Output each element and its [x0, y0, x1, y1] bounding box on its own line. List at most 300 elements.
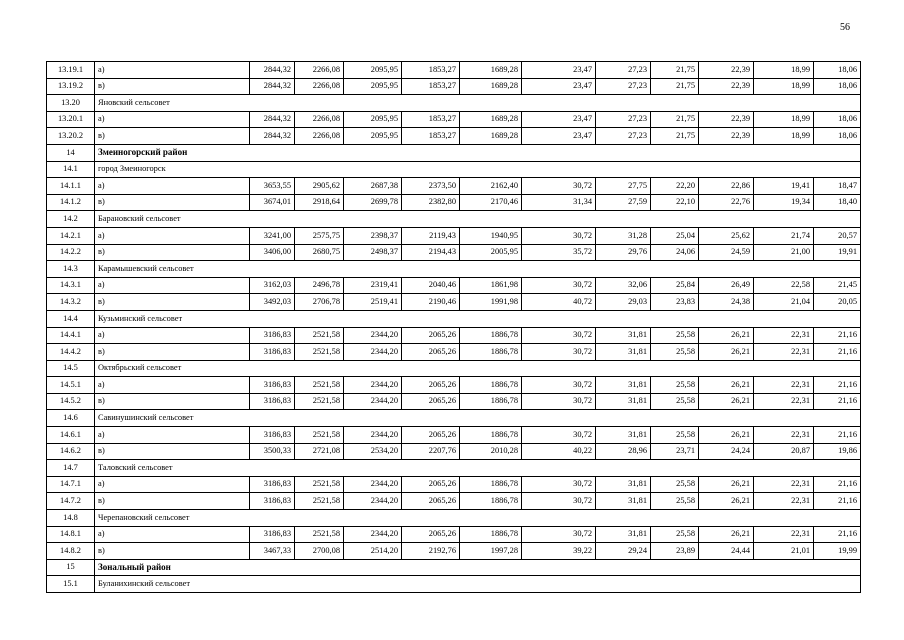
value-cell: 2065,26	[402, 327, 460, 344]
value-cell: 3186,83	[250, 526, 295, 543]
row-option: а)	[95, 476, 250, 493]
row-option: а)	[95, 377, 250, 394]
row-code: 15	[47, 559, 95, 576]
section-title: Яновский сельсовет	[95, 95, 861, 112]
value-cell: 27,75	[596, 178, 651, 195]
section-row	[47, 261, 861, 278]
row-option: в)	[95, 344, 250, 361]
value-cell: 27,23	[596, 111, 651, 128]
table-row	[47, 62, 861, 79]
value-cell: 2521,58	[295, 526, 344, 543]
value-cell: 2496,78	[295, 277, 344, 294]
section-title: Савинушинский сельсовет	[95, 410, 861, 427]
row-code: 14	[47, 144, 95, 161]
value-cell: 21,75	[651, 62, 699, 79]
table-row	[47, 277, 861, 294]
value-cell: 31,81	[596, 377, 651, 394]
tariff-table	[46, 61, 861, 593]
value-cell: 2514,20	[344, 543, 402, 560]
value-cell: 22,39	[699, 111, 754, 128]
value-cell: 2382,80	[402, 194, 460, 211]
row-code: 14.3.2	[47, 294, 95, 311]
value-cell: 27,59	[596, 194, 651, 211]
value-cell: 22,86	[699, 178, 754, 195]
table-row	[47, 128, 861, 145]
value-cell: 22,20	[651, 178, 699, 195]
value-cell: 28,96	[596, 443, 651, 460]
section-row	[47, 460, 861, 477]
value-cell: 21,16	[814, 526, 861, 543]
page-number: 56	[840, 22, 850, 33]
value-cell: 2344,20	[344, 393, 402, 410]
value-cell: 2319,41	[344, 277, 402, 294]
row-code: 14.6.1	[47, 427, 95, 444]
value-cell: 26,21	[699, 493, 754, 510]
table-row	[47, 393, 861, 410]
value-cell: 30,72	[522, 393, 596, 410]
row-option: в)	[95, 194, 250, 211]
value-cell: 18,99	[754, 128, 814, 145]
value-cell: 2844,32	[250, 111, 295, 128]
value-cell: 30,72	[522, 227, 596, 244]
row-code: 15.1	[47, 576, 95, 593]
value-cell: 27,23	[596, 78, 651, 95]
table-row	[47, 526, 861, 543]
value-cell: 18,99	[754, 111, 814, 128]
value-cell: 2065,26	[402, 377, 460, 394]
value-cell: 2398,37	[344, 227, 402, 244]
value-cell: 30,72	[522, 526, 596, 543]
value-cell: 21,75	[651, 78, 699, 95]
row-code: 14.5.1	[47, 377, 95, 394]
value-cell: 31,28	[596, 227, 651, 244]
value-cell: 3674,01	[250, 194, 295, 211]
value-cell: 1886,78	[460, 327, 522, 344]
table-row	[47, 543, 861, 560]
value-cell: 23,47	[522, 111, 596, 128]
value-cell: 30,72	[522, 493, 596, 510]
value-cell: 27,23	[596, 62, 651, 79]
value-cell: 22,31	[754, 393, 814, 410]
row-code: 13.20.1	[47, 111, 95, 128]
section-row	[47, 310, 861, 327]
row-option: в)	[95, 443, 250, 460]
value-cell: 40,72	[522, 294, 596, 311]
table-row	[47, 244, 861, 261]
value-cell: 23,89	[651, 543, 699, 560]
table-row	[47, 443, 861, 460]
row-option: в)	[95, 393, 250, 410]
value-cell: 1886,78	[460, 344, 522, 361]
table-row	[47, 78, 861, 95]
value-cell: 1940,95	[460, 227, 522, 244]
value-cell: 25,58	[651, 344, 699, 361]
table-row	[47, 111, 861, 128]
value-cell: 22,31	[754, 493, 814, 510]
value-cell: 2521,58	[295, 493, 344, 510]
value-cell: 2065,26	[402, 526, 460, 543]
table-body	[47, 62, 861, 593]
row-code: 14.4.2	[47, 344, 95, 361]
value-cell: 2687,38	[344, 178, 402, 195]
value-cell: 2844,32	[250, 62, 295, 79]
value-cell: 2190,46	[402, 294, 460, 311]
value-cell: 3186,83	[250, 393, 295, 410]
value-cell: 3492,03	[250, 294, 295, 311]
value-cell: 25,58	[651, 393, 699, 410]
row-code: 14.2	[47, 211, 95, 228]
value-cell: 1853,27	[402, 78, 460, 95]
value-cell: 18,06	[814, 128, 861, 145]
value-cell: 1689,28	[460, 78, 522, 95]
value-cell: 2119,43	[402, 227, 460, 244]
value-cell: 21,16	[814, 476, 861, 493]
value-cell: 2065,26	[402, 427, 460, 444]
value-cell: 21,00	[754, 244, 814, 261]
row-code: 14.6	[47, 410, 95, 427]
table-row	[47, 294, 861, 311]
value-cell: 30,72	[522, 427, 596, 444]
row-option: а)	[95, 178, 250, 195]
value-cell: 39,22	[522, 543, 596, 560]
table-row	[47, 178, 861, 195]
value-cell: 3467,33	[250, 543, 295, 560]
value-cell: 26,49	[699, 277, 754, 294]
value-cell: 1997,28	[460, 543, 522, 560]
value-cell: 26,21	[699, 327, 754, 344]
value-cell: 2700,08	[295, 543, 344, 560]
value-cell: 3500,33	[250, 443, 295, 460]
value-cell: 25,58	[651, 377, 699, 394]
value-cell: 2010,28	[460, 443, 522, 460]
value-cell: 2192,76	[402, 543, 460, 560]
value-cell: 3186,83	[250, 327, 295, 344]
value-cell: 1689,28	[460, 111, 522, 128]
value-cell: 23,47	[522, 128, 596, 145]
value-cell: 1853,27	[402, 62, 460, 79]
value-cell: 2266,08	[295, 62, 344, 79]
value-cell: 19,34	[754, 194, 814, 211]
value-cell: 2344,20	[344, 493, 402, 510]
value-cell: 21,16	[814, 327, 861, 344]
row-option: в)	[95, 128, 250, 145]
value-cell: 2344,20	[344, 377, 402, 394]
value-cell: 24,59	[699, 244, 754, 261]
row-code: 14.1.2	[47, 194, 95, 211]
section-title: город Змеиногорск	[95, 161, 861, 178]
value-cell: 2344,20	[344, 344, 402, 361]
value-cell: 3406,00	[250, 244, 295, 261]
section-title: Буланихинский сельсовет	[95, 576, 861, 593]
value-cell: 22,31	[754, 344, 814, 361]
value-cell: 3162,03	[250, 277, 295, 294]
value-cell: 1689,28	[460, 62, 522, 79]
value-cell: 20,57	[814, 227, 861, 244]
table-row	[47, 194, 861, 211]
value-cell: 26,21	[699, 393, 754, 410]
value-cell: 2918,64	[295, 194, 344, 211]
value-cell: 2521,58	[295, 327, 344, 344]
section-row	[47, 360, 861, 377]
value-cell: 20,87	[754, 443, 814, 460]
value-cell: 22,10	[651, 194, 699, 211]
value-cell: 35,72	[522, 244, 596, 261]
value-cell: 19,91	[814, 244, 861, 261]
row-code: 14.1	[47, 161, 95, 178]
row-option: а)	[95, 62, 250, 79]
value-cell: 30,72	[522, 277, 596, 294]
row-code: 14.6.2	[47, 443, 95, 460]
value-cell: 22,31	[754, 327, 814, 344]
value-cell: 21,16	[814, 493, 861, 510]
value-cell: 30,72	[522, 178, 596, 195]
value-cell: 31,81	[596, 427, 651, 444]
section-row	[47, 95, 861, 112]
value-cell: 29,76	[596, 244, 651, 261]
section-title: Таловский сельсовет	[95, 460, 861, 477]
row-code: 14.5	[47, 360, 95, 377]
value-cell: 3186,83	[250, 427, 295, 444]
row-option: в)	[95, 78, 250, 95]
value-cell: 23,47	[522, 62, 596, 79]
value-cell: 19,99	[814, 543, 861, 560]
row-code: 14.8.2	[47, 543, 95, 560]
row-code: 14.4	[47, 310, 95, 327]
row-option: в)	[95, 543, 250, 560]
value-cell: 1886,78	[460, 493, 522, 510]
district-row	[47, 559, 861, 576]
row-code: 14.8	[47, 510, 95, 527]
row-option: а)	[95, 327, 250, 344]
value-cell: 2194,43	[402, 244, 460, 261]
section-title: Барановский сельсовет	[95, 211, 861, 228]
value-cell: 2095,95	[344, 62, 402, 79]
value-cell: 1886,78	[460, 476, 522, 493]
value-cell: 1991,98	[460, 294, 522, 311]
value-cell: 26,21	[699, 526, 754, 543]
value-cell: 24,38	[699, 294, 754, 311]
value-cell: 2521,58	[295, 427, 344, 444]
row-code: 14.8.1	[47, 526, 95, 543]
table-row	[47, 493, 861, 510]
section-row	[47, 410, 861, 427]
value-cell: 2905,62	[295, 178, 344, 195]
value-cell: 2065,26	[402, 344, 460, 361]
value-cell: 2344,20	[344, 476, 402, 493]
section-row	[47, 510, 861, 527]
table-row	[47, 377, 861, 394]
value-cell: 20,05	[814, 294, 861, 311]
value-cell: 30,72	[522, 344, 596, 361]
row-option: а)	[95, 526, 250, 543]
value-cell: 40,22	[522, 443, 596, 460]
value-cell: 27,23	[596, 128, 651, 145]
section-title: Кузьминский сельсовет	[95, 310, 861, 327]
value-cell: 25,58	[651, 476, 699, 493]
value-cell: 2519,41	[344, 294, 402, 311]
value-cell: 25,04	[651, 227, 699, 244]
table-row	[47, 344, 861, 361]
value-cell: 2844,32	[250, 128, 295, 145]
value-cell: 22,31	[754, 526, 814, 543]
value-cell: 2699,78	[344, 194, 402, 211]
value-cell: 24,24	[699, 443, 754, 460]
value-cell: 2170,46	[460, 194, 522, 211]
row-code: 14.1.1	[47, 178, 95, 195]
value-cell: 1689,28	[460, 128, 522, 145]
row-option: в)	[95, 493, 250, 510]
row-option: а)	[95, 427, 250, 444]
value-cell: 2521,58	[295, 476, 344, 493]
value-cell: 2721,08	[295, 443, 344, 460]
value-cell: 2344,20	[344, 526, 402, 543]
value-cell: 25,58	[651, 327, 699, 344]
section-row	[47, 576, 861, 593]
value-cell: 21,74	[754, 227, 814, 244]
value-cell: 26,21	[699, 344, 754, 361]
value-cell: 1853,27	[402, 111, 460, 128]
value-cell: 3241,00	[250, 227, 295, 244]
value-cell: 23,83	[651, 294, 699, 311]
value-cell: 1886,78	[460, 377, 522, 394]
value-cell: 2680,75	[295, 244, 344, 261]
value-cell: 3186,83	[250, 476, 295, 493]
value-cell: 2344,20	[344, 327, 402, 344]
value-cell: 26,21	[699, 427, 754, 444]
value-cell: 31,81	[596, 493, 651, 510]
value-cell: 21,45	[814, 277, 861, 294]
section-title: Черепановский сельсовет	[95, 510, 861, 527]
row-code: 14.3	[47, 261, 95, 278]
value-cell: 25,62	[699, 227, 754, 244]
row-option: в)	[95, 244, 250, 261]
value-cell: 2373,50	[402, 178, 460, 195]
value-cell: 2095,95	[344, 128, 402, 145]
value-cell: 3186,83	[250, 377, 295, 394]
value-cell: 1886,78	[460, 427, 522, 444]
value-cell: 21,75	[651, 111, 699, 128]
value-cell: 19,86	[814, 443, 861, 460]
value-cell: 25,58	[651, 427, 699, 444]
value-cell: 2095,95	[344, 78, 402, 95]
value-cell: 29,24	[596, 543, 651, 560]
value-cell: 2065,26	[402, 493, 460, 510]
value-cell: 2162,40	[460, 178, 522, 195]
row-code: 14.7	[47, 460, 95, 477]
row-option: а)	[95, 227, 250, 244]
value-cell: 29,03	[596, 294, 651, 311]
row-option: а)	[95, 277, 250, 294]
value-cell: 22,39	[699, 78, 754, 95]
value-cell: 18,06	[814, 111, 861, 128]
value-cell: 2844,32	[250, 78, 295, 95]
value-cell: 2521,58	[295, 377, 344, 394]
value-cell: 21,16	[814, 393, 861, 410]
value-cell: 18,06	[814, 62, 861, 79]
value-cell: 24,06	[651, 244, 699, 261]
value-cell: 3186,83	[250, 344, 295, 361]
district-title: Змеиногорский район	[95, 144, 861, 161]
district-row	[47, 144, 861, 161]
value-cell: 23,47	[522, 78, 596, 95]
value-cell: 31,81	[596, 526, 651, 543]
value-cell: 31,81	[596, 344, 651, 361]
value-cell: 22,76	[699, 194, 754, 211]
value-cell: 30,72	[522, 476, 596, 493]
row-code: 13.20	[47, 95, 95, 112]
row-code: 14.5.2	[47, 393, 95, 410]
value-cell: 31,81	[596, 327, 651, 344]
value-cell: 31,81	[596, 476, 651, 493]
value-cell: 18,40	[814, 194, 861, 211]
value-cell: 2521,58	[295, 393, 344, 410]
value-cell: 2498,37	[344, 244, 402, 261]
value-cell: 22,31	[754, 377, 814, 394]
row-code: 14.3.1	[47, 277, 95, 294]
value-cell: 19,41	[754, 178, 814, 195]
value-cell: 2266,08	[295, 111, 344, 128]
row-code: 14.7.2	[47, 493, 95, 510]
value-cell: 22,39	[699, 62, 754, 79]
value-cell: 31,34	[522, 194, 596, 211]
value-cell: 26,21	[699, 476, 754, 493]
value-cell: 18,99	[754, 62, 814, 79]
district-title: Зональный район	[95, 559, 861, 576]
value-cell: 2575,75	[295, 227, 344, 244]
value-cell: 26,21	[699, 377, 754, 394]
row-code: 14.2.2	[47, 244, 95, 261]
table-row	[47, 427, 861, 444]
row-option: в)	[95, 294, 250, 311]
section-title: Карамышевский сельсовет	[95, 261, 861, 278]
value-cell: 2065,26	[402, 476, 460, 493]
value-cell: 2521,58	[295, 344, 344, 361]
value-cell: 2266,08	[295, 128, 344, 145]
value-cell: 22,31	[754, 476, 814, 493]
row-option: а)	[95, 111, 250, 128]
table-row	[47, 476, 861, 493]
value-cell: 1886,78	[460, 526, 522, 543]
value-cell: 21,04	[754, 294, 814, 311]
value-cell: 2095,95	[344, 111, 402, 128]
value-cell: 2005,95	[460, 244, 522, 261]
value-cell: 30,72	[522, 377, 596, 394]
row-code: 13.19.2	[47, 78, 95, 95]
value-cell: 2065,26	[402, 393, 460, 410]
value-cell: 2344,20	[344, 427, 402, 444]
value-cell: 1853,27	[402, 128, 460, 145]
value-cell: 2706,78	[295, 294, 344, 311]
value-cell: 1861,98	[460, 277, 522, 294]
value-cell: 22,58	[754, 277, 814, 294]
section-row	[47, 211, 861, 228]
value-cell: 2266,08	[295, 78, 344, 95]
value-cell: 21,16	[814, 427, 861, 444]
value-cell: 25,58	[651, 493, 699, 510]
value-cell: 18,47	[814, 178, 861, 195]
value-cell: 1886,78	[460, 393, 522, 410]
value-cell: 21,01	[754, 543, 814, 560]
value-cell: 21,16	[814, 344, 861, 361]
value-cell: 22,39	[699, 128, 754, 145]
value-cell: 3653,55	[250, 178, 295, 195]
value-cell: 24,44	[699, 543, 754, 560]
row-code: 14.2.1	[47, 227, 95, 244]
value-cell: 18,99	[754, 78, 814, 95]
value-cell: 21,16	[814, 377, 861, 394]
value-cell: 18,06	[814, 78, 861, 95]
value-cell: 25,84	[651, 277, 699, 294]
